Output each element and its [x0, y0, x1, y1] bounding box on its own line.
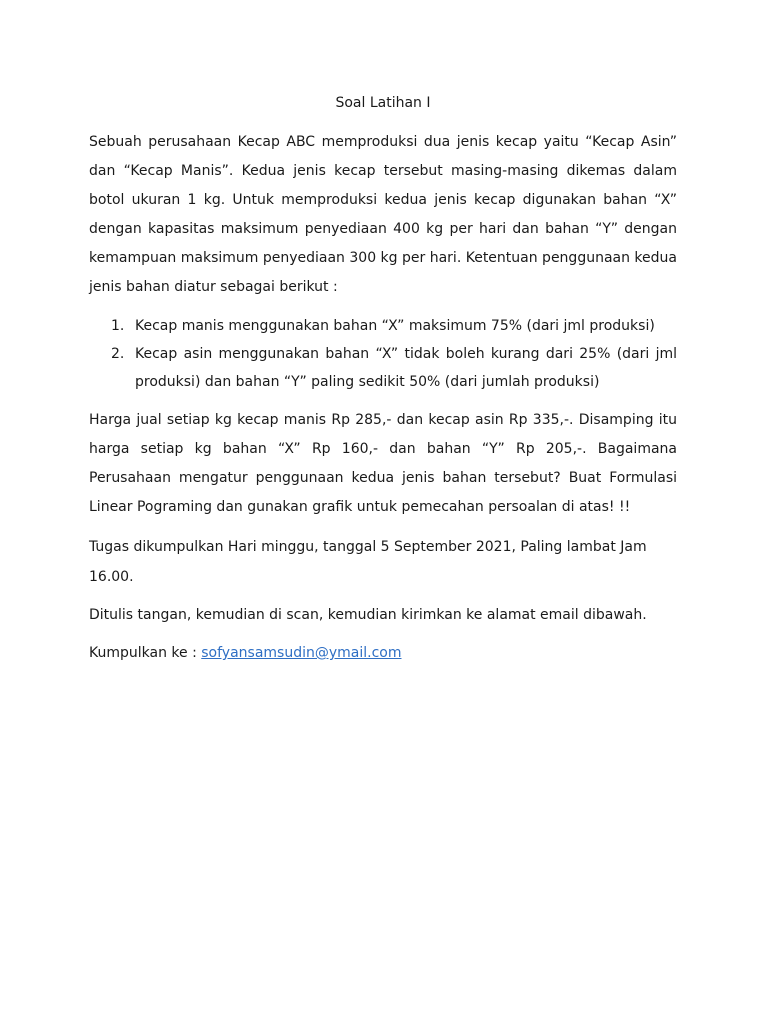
list-item	[89, 340, 677, 396]
list-item-number: 1.	[111, 318, 125, 334]
requirements-list	[89, 312, 677, 396]
document-title: Soal Latihan I	[335, 95, 431, 111]
list-item-text: Kecap asin menggunakan bahan “X” tidak boleh kurang dari 25% (dari jml produksi) dan bahan “Y” paling sedikit 50% (dari jumlah produksi)	[135, 346, 677, 390]
deadline-text: Tugas dikumpulkan Hari minggu, tanggal 5 September 2021, Paling lambat Jam 16.00.	[89, 539, 647, 585]
email-link[interactable]: sofyansamsudin@ymail.com	[201, 645, 402, 661]
instructions-text: Ditulis tangan, kemudian di scan, kemudian kirimkan ke alamat email dibawah.	[89, 607, 647, 623]
intro-paragraph: Sebuah perusahaan Kecap ABC memproduksi dua jenis kecap yaitu “Kecap Asin” dan “Kecap Manis”. Kedua jenis kecap tersebut masing-masing dikemas dalam botol ukuran 1 kg. Untuk memproduksi kedua jenis kecap digunakan bahan “X” dengan kapasitas maksimum penyediaan 400 kg per hari dan bahan “Y” dengan kemampuan maksimum penyediaan 300 kg per hari. Ketentuan penggunaan kedua jenis bahan diatur sebagai berikut :	[89, 134, 677, 295]
submit-label: Kumpulkan ke :	[89, 645, 202, 661]
pricing-paragraph: Harga jual setiap kg kecap manis Rp 285,- dan kecap asin Rp 335,-. Disamping itu harga setiap kg bahan “X” Rp 160,- dan bahan “Y” Rp 205,-. Bagaimana Perusahaan mengatur penggunaan kedua jenis bahan tersebut? Buat Formulasi Linear Pograming dan gunakan grafik untuk pemecahan persoalan di atas! !!	[89, 412, 677, 515]
list-item-text: Kecap manis menggunakan bahan “X” maksimum 75% (dari jml produksi)	[135, 318, 655, 334]
document-page	[89, 90, 677, 676]
list-item-number: 2.	[111, 346, 125, 362]
list-item	[89, 312, 677, 340]
submit-line	[89, 638, 677, 668]
